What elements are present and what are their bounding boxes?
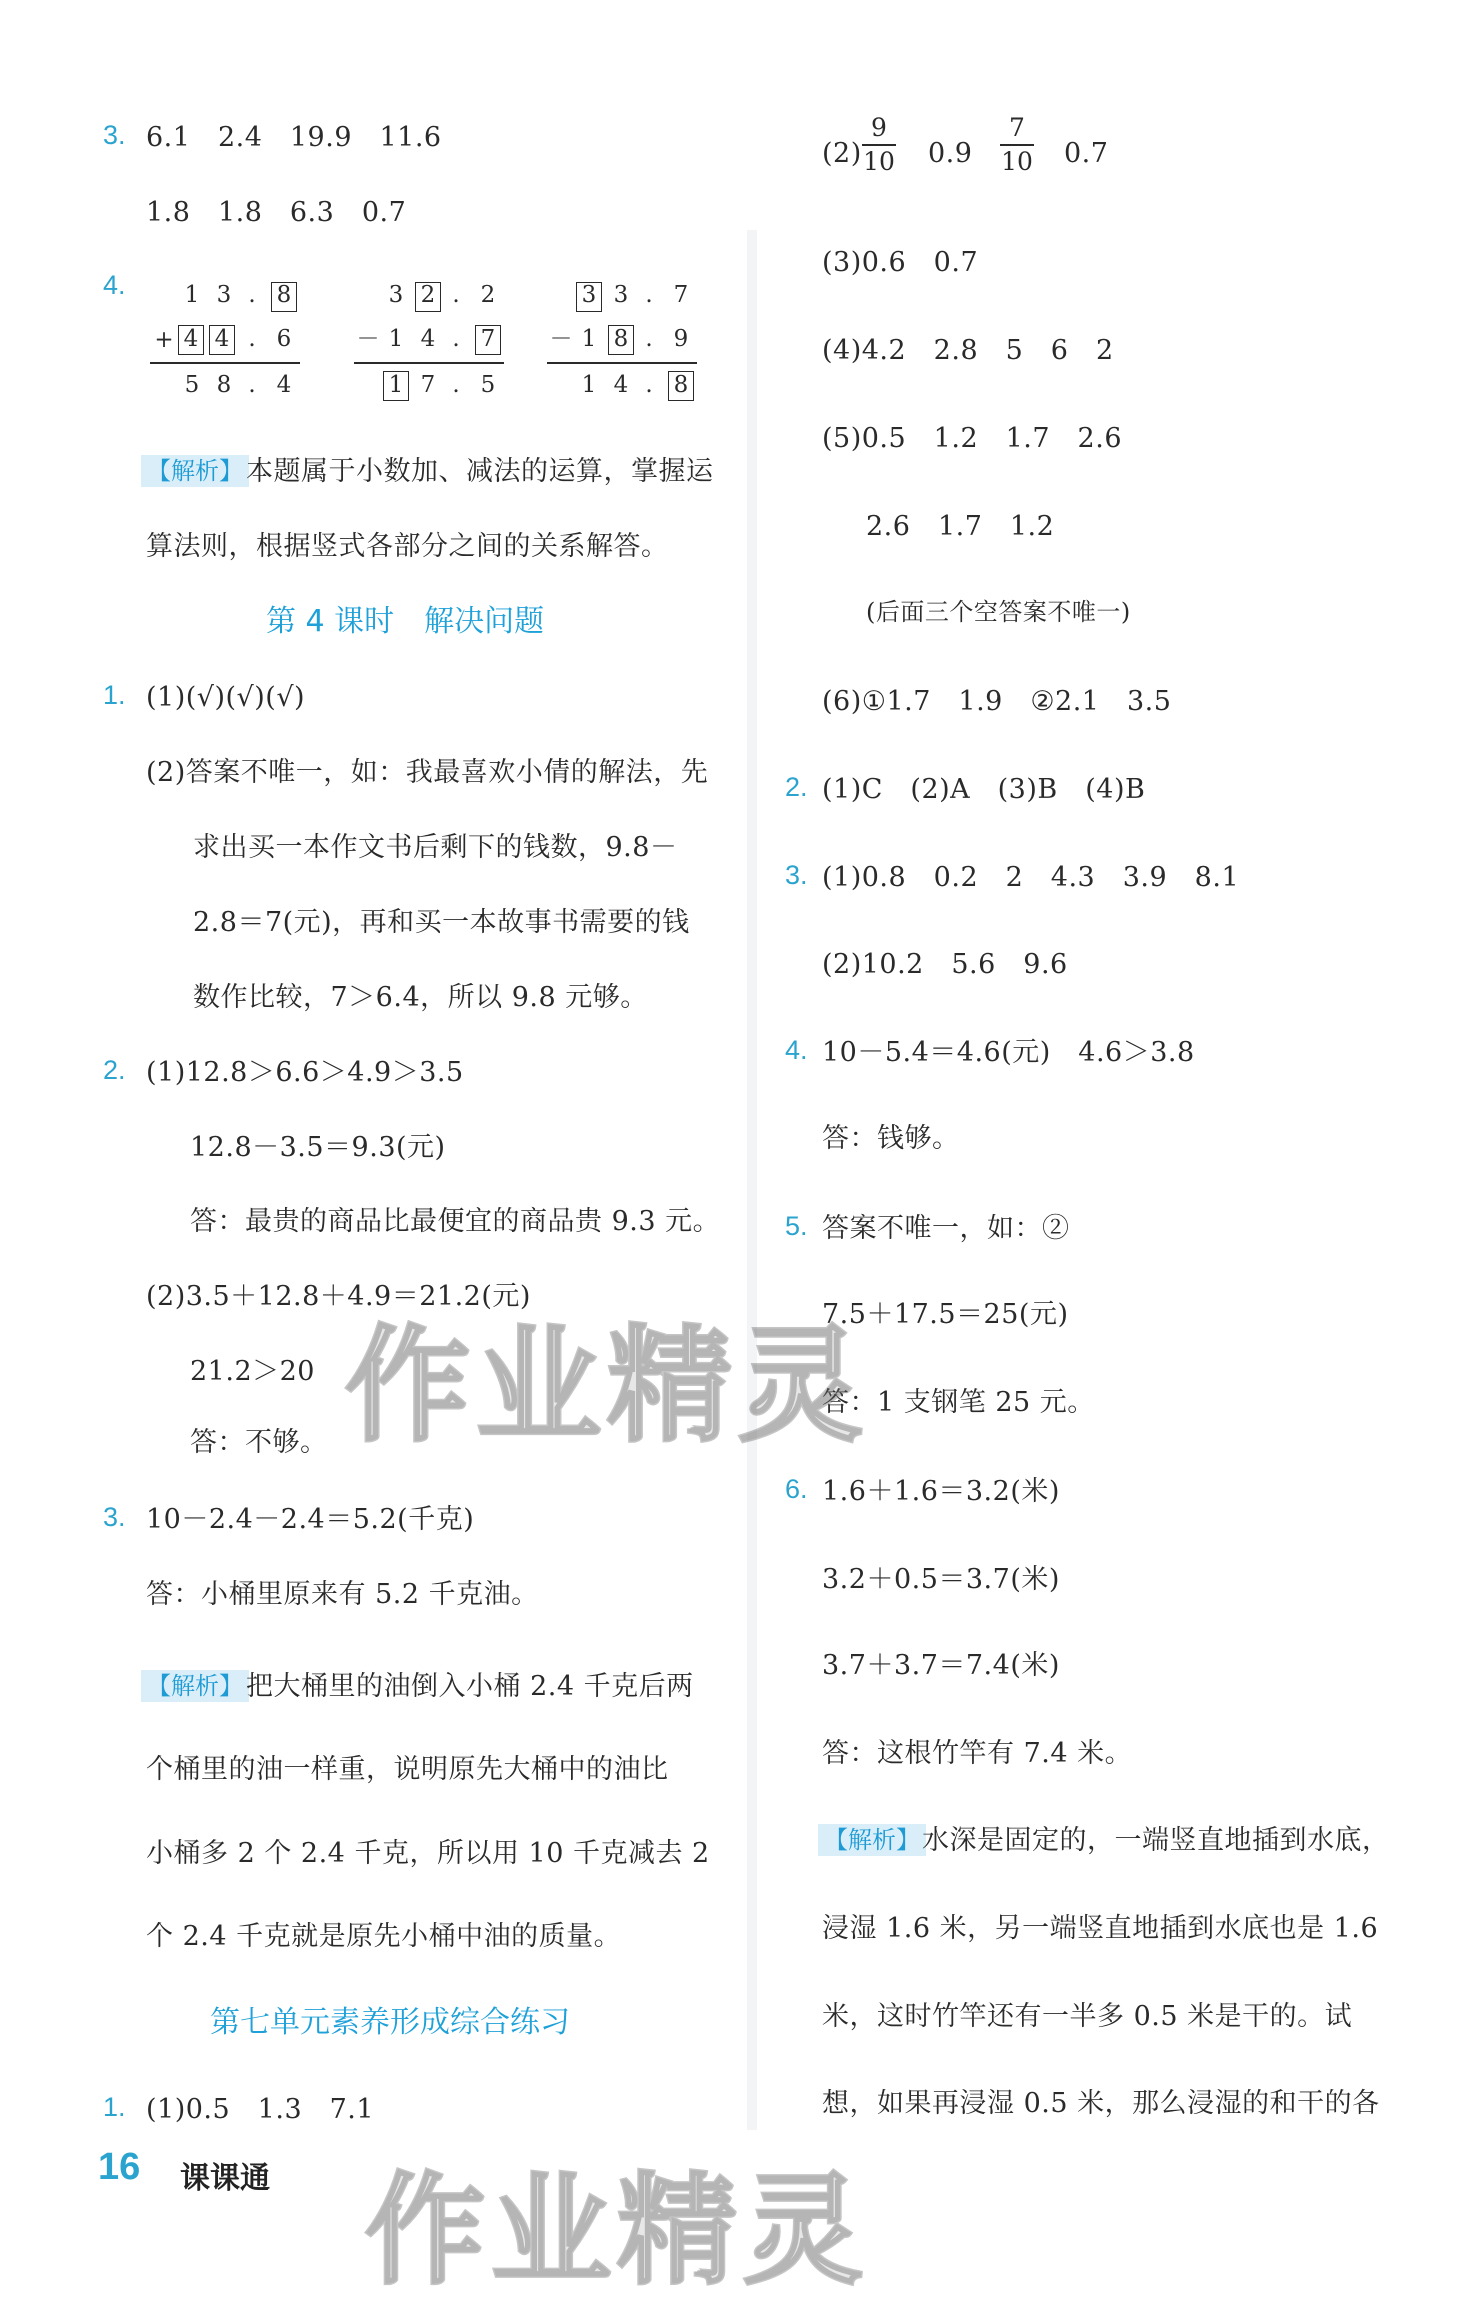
s1-analysis-tag: 【解析】 (141, 1670, 249, 1702)
r-q2-number: 2. (785, 772, 808, 802)
vertical-addition-1: 1 3 . 8 + 4 4 . 6 5 8 . 4 (148, 280, 318, 400)
s2-q1-number: 1. (103, 2092, 126, 2122)
r-q5-line1: 答案不唯一，如：② (822, 1213, 1070, 1244)
section-title-unit7: 第七单元素养形成综合练习 (210, 2005, 570, 2040)
s2-q1-line1: (1)0.5 1.3 7.1 (146, 2094, 375, 2125)
r-q4-line2: 答：钱够。 (822, 1123, 960, 1154)
r-q2-text: (1)C (2)A (3)B (4)B (822, 774, 1146, 805)
s1-q1-line1: (1)(√)(√)(√) (146, 682, 306, 713)
r-q5-line2: 7.5＋17.5＝25(元) (822, 1299, 1069, 1330)
s1-q2-number: 2. (103, 1055, 126, 1085)
r-q1-4: (4)4.2 2.8 5 6 2 (822, 335, 1114, 366)
s1-q3-number: 3. (103, 1502, 126, 1532)
fraction-seven-tenths: 7 10 (1001, 113, 1033, 176)
r-q6-line2: 3.2＋0.5＝3.7(米) (822, 1564, 1060, 1595)
vertical-subtraction-3: 3 3 . 7 － 1 8 . 9 1 4 . 8 (545, 280, 715, 400)
s1-analysis-line4: 个 2.4 千克就是原先小桶中油的质量。 (146, 1921, 622, 1952)
r-q5-line3: 答：1 支钢笔 25 元。 (822, 1387, 1095, 1418)
r-q6-line4: 答：这根竹竿有 7.4 米。 (822, 1738, 1133, 1769)
s1-q2-line5: 21.2＞20 (190, 1356, 315, 1387)
s1-analysis-line2: 个桶里的油一样重，说明原先大桶中的油比 (146, 1754, 669, 1785)
s1-q1-line3: 求出买一本作文书后剩下的钱数，9.8－ (193, 832, 678, 863)
r-q1-6: (6)①1.7 1.9 ②2.1 3.5 (822, 686, 1172, 717)
r-q6-number: 6. (785, 1474, 808, 1504)
r-q1-2-mid: 0.9 (928, 138, 973, 169)
brand-name: 课课通 (180, 2161, 270, 2196)
q3-line1: 6.1 2.4 19.9 11.6 (146, 122, 442, 153)
s1-q1-number: 1. (103, 680, 126, 710)
section-title-lesson4: 第 4 课时 解决问题 (266, 604, 545, 639)
column-divider (747, 230, 757, 2130)
s1-analysis-line3: 小桶多 2 个 2.4 千克，所以用 10 千克减去 2 (146, 1838, 710, 1869)
page-number: 16 (98, 2146, 141, 2188)
fraction-nine-tenths: 9 10 (863, 113, 895, 176)
r-q5-number: 5. (785, 1211, 808, 1241)
s1-analysis-line1: 把大桶里的油倒入小桶 2.4 千克后两 (246, 1671, 694, 1702)
s1-q2-line3: 答：最贵的商品比最便宜的商品贵 9.3 元。 (190, 1206, 721, 1237)
s1-q2-line4: (2)3.5＋12.8＋4.9＝21.2(元) (146, 1281, 531, 1312)
r-q1-2-prefix: (2) (822, 138, 862, 169)
r-analysis-line2: 浸湿 1.6 米，另一端竖直地插到水底也是 1.6 (822, 1913, 1379, 1944)
r-q3-line1: (1)0.8 0.2 2 4.3 3.9 8.1 (822, 862, 1240, 893)
q3-line2: 1.8 1.8 6.3 0.7 (146, 197, 407, 228)
r-q6-line1: 1.6＋1.6＝3.2(米) (822, 1476, 1060, 1507)
r-q4-line1: 10－5.4＝4.6(元) 4.6＞3.8 (822, 1037, 1195, 1068)
s1-q3-line1: 10－2.4－2.4＝5.2(千克) (146, 1504, 475, 1535)
q4-analysis-tag: 【解析】 (141, 455, 249, 487)
r-q1-2-end: 0.7 (1064, 138, 1109, 169)
r-q3-number: 3. (785, 860, 808, 890)
r-note: (后面三个空答案不唯一) (866, 598, 1131, 626)
q3-number: 3. (103, 120, 126, 150)
r-q3-line2: (2)10.2 5.6 9.6 (822, 949, 1068, 980)
s1-q1-line5: 数作比较，7＞6.4，所以 9.8 元够。 (193, 982, 648, 1013)
r-analysis-line1: 水深是固定的，一端竖直地插到水底， (922, 1825, 1390, 1856)
watermark-bottom: 作业精灵 (365, 2162, 869, 2301)
s1-q2-line2: 12.8－3.5＝9.3(元) (190, 1132, 446, 1163)
r-analysis-line3: 米，这时竹竿还有一半多 0.5 米是干的。试 (822, 2001, 1353, 2032)
q4-number: 4. (103, 270, 126, 300)
s1-q2-line1: (1)12.8＞6.6＞4.9＞3.5 (146, 1057, 464, 1088)
r-analysis-tag: 【解析】 (818, 1824, 926, 1856)
r-q1-5b: 2.6 1.7 1.2 (866, 511, 1055, 542)
watermark-center: 作业精灵 (345, 1314, 869, 1459)
vertical-subtraction-2: 3 2 . 2 － 1 4 . 7 1 7 . 5 (352, 280, 522, 400)
q4-analysis-line2: 算法则，根据竖式各部分之间的关系解答。 (146, 531, 669, 562)
r-q4-number: 4. (785, 1035, 808, 1065)
r-q1-3: (3)0.6 0.7 (822, 247, 979, 278)
r-q6-line3: 3.7＋3.7＝7.4(米) (822, 1650, 1060, 1681)
r-q1-5a: (5)0.5 1.2 1.7 2.6 (822, 423, 1123, 454)
r-analysis-line4: 想，如果再浸湿 0.5 米，那么浸湿的和干的各 (822, 2088, 1380, 2119)
s1-q1-line4: 2.8＝7(元)，再和买一本故事书需要的钱 (193, 907, 690, 938)
s1-q1-line2: (2)答案不唯一，如：我最喜欢小倩的解法，先 (146, 757, 709, 788)
q4-analysis-line1: 本题属于小数加、减法的运算，掌握运 (246, 456, 714, 487)
s1-q2-line6: 答：不够。 (190, 1427, 328, 1458)
s1-q3-line2: 答：小桶里原来有 5.2 千克油。 (146, 1579, 539, 1610)
